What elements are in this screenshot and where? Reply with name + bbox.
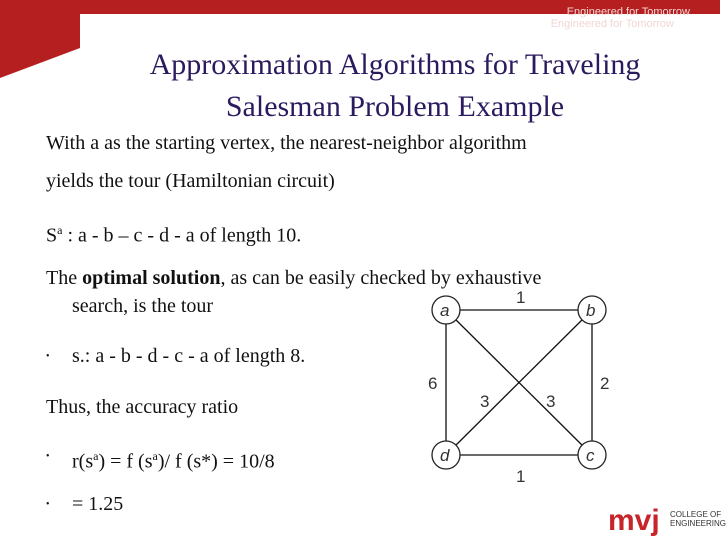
header-tagline-shadow: Engineered for Tomorrow bbox=[550, 18, 674, 30]
bullet-3-marker: • bbox=[46, 499, 50, 510]
node-a-label: a bbox=[440, 301, 450, 320]
weight-bd: 3 bbox=[480, 392, 490, 411]
optimal-post: , as can be easily checked by exhaustive bbox=[220, 267, 542, 289]
accuracy-ratio-label: Thus, the accuracy ratio bbox=[46, 396, 239, 418]
intro-line-2: yields the tour (Hamiltonian circuit) bbox=[46, 170, 335, 192]
optimal-tour: s.: a - b - d - c - a of length 8. bbox=[72, 345, 306, 367]
logo-text bbox=[670, 510, 726, 528]
node-d-label: d bbox=[440, 446, 450, 465]
logo-line-2: ENGINEERING bbox=[670, 519, 726, 528]
logo-mark: mvj bbox=[608, 504, 660, 537]
node-c-label: c bbox=[586, 446, 595, 465]
title-line-2: Salesman Problem Example bbox=[225, 90, 565, 123]
ratio-value: = 1.25 bbox=[72, 493, 124, 515]
intro-line-1: With a as the starting vertex, the nearest-neighbor algorithm bbox=[46, 132, 527, 154]
weight-dc: 1 bbox=[516, 467, 526, 486]
weight-ad: 6 bbox=[428, 374, 438, 393]
ratio-part-a: r(s bbox=[72, 450, 94, 473]
ratio-sup-2: a bbox=[152, 449, 158, 463]
bullet-2-marker: • bbox=[46, 451, 50, 462]
weight-ac: 3 bbox=[546, 392, 556, 411]
college-logo bbox=[608, 504, 726, 540]
ratio-sup-1: a bbox=[93, 449, 99, 463]
sa-prefix: S bbox=[46, 224, 58, 247]
node-b-label: b bbox=[586, 301, 596, 320]
sa-rest: : a - b – c - d - a of length 10. bbox=[62, 224, 302, 247]
ratio-part-b: ) = f (s bbox=[98, 450, 153, 473]
sa-subscript: a bbox=[57, 223, 63, 237]
weight-bc: 2 bbox=[600, 374, 610, 393]
logo-line-1: COLLEGE OF bbox=[670, 510, 722, 519]
weight-ab: 1 bbox=[516, 288, 526, 307]
optimal-bold: optimal solution bbox=[82, 267, 221, 289]
bullet-1-marker: • bbox=[46, 351, 50, 362]
header-tagline: Engineered for Tomorrow bbox=[566, 6, 690, 18]
header-bar bbox=[0, 0, 720, 48]
ratio-part-c: )/ f (s*) = 10/8 bbox=[157, 450, 275, 473]
ratio-formula bbox=[72, 444, 275, 474]
optimal-pre: The bbox=[46, 267, 83, 289]
slide-title bbox=[70, 44, 720, 128]
tsp-graph bbox=[420, 285, 620, 495]
nearest-neighbor-tour bbox=[46, 218, 301, 248]
title-line-1: Approximation Algorithms for Traveling bbox=[149, 48, 641, 81]
optimal-line-2: search, is the tour bbox=[72, 295, 214, 317]
header-slant bbox=[0, 48, 80, 78]
